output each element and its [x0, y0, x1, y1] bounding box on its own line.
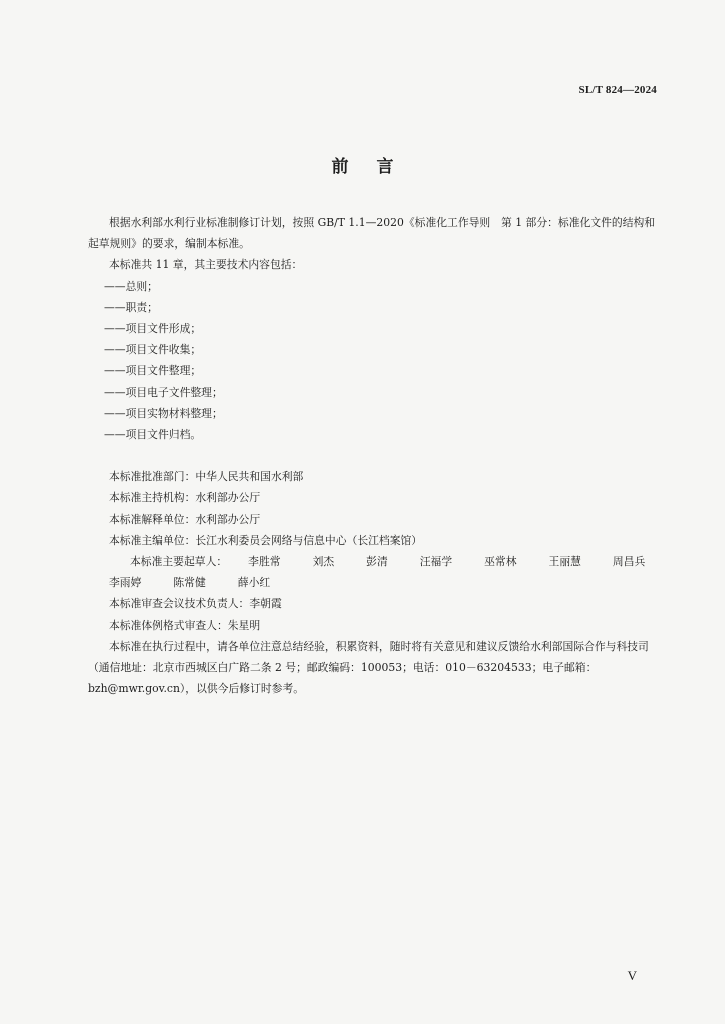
contents-list	[88, 276, 658, 446]
list-item: ——项目文件收集；	[104, 343, 202, 357]
document-body	[88, 212, 658, 699]
list-item: ——项目文件形成；	[104, 322, 202, 336]
drafter-name: 彭清	[366, 555, 388, 569]
approval-dept: 本标准批准部门：中华人民共和国水利部	[109, 470, 304, 484]
drafter-name: 周昌兵	[612, 555, 646, 569]
spacer	[88, 445, 658, 466]
format-reviewer: 本标准体例格式审查人：朱星明	[109, 618, 261, 632]
list-item: ——项目文件归档。	[104, 428, 202, 442]
standard-code: SL/T 824—2024	[578, 84, 657, 96]
contents-intro: 本标准共 11 章，其主要技术内容包括：	[109, 258, 303, 272]
drafters-label: 本标准主要起草人：	[130, 555, 228, 569]
list-item: ——项目实物材料整理；	[104, 406, 223, 420]
page-number: V	[627, 968, 637, 983]
drafter-name: 巫常林	[484, 555, 517, 569]
chief-editor-unit: 本标准主编单位：长江水利委员会网络与信息中心（长江档案馆）	[109, 533, 423, 547]
drafter-name: 薛小红	[237, 576, 271, 590]
drafters-line	[88, 551, 658, 593]
list-item: ——职责；	[104, 300, 158, 314]
review-lead: 本标准审查会议技术负责人：李朝霞	[109, 597, 282, 611]
drafter-name: 刘杰	[312, 555, 335, 569]
drafter-name: 李胜常	[248, 555, 281, 569]
drafter-name: 汪福学	[419, 555, 453, 569]
feedback-paragraph: 本标准在执行过程中，请各单位注意总结经验，积累资料，随时将有关意见和建议反馈给水利部国际合作与科技司（通信地址：北京市西城区白广路二条 2 号；邮政编码：100053；电话：010－63204533；电子邮箱：bzh@mwr.gov.cn），以供今后修订时参考。	[88, 639, 649, 696]
page-title: 前言	[331, 157, 422, 177]
list-item: ——项目电子文件整理；	[104, 385, 223, 399]
drafter-name: 陈常健	[173, 576, 206, 590]
interpreting-unit: 本标准解释单位：水利部办公厅	[109, 512, 261, 526]
drafter-name: 王丽慧	[548, 555, 581, 569]
list-item: ——总则；	[104, 279, 158, 293]
intro-paragraph: 根据水利部水利行业标准制修订计划，按照 GB/T 1.1—2020《标准化工作导则 第 1 部分：标准化文件的结构和起草规则》的要求，编制本标准。	[88, 216, 656, 251]
host-agency: 本标准主持机构：水利部办公厅	[109, 491, 261, 505]
list-item: ——项目文件整理；	[104, 364, 202, 378]
drafter-name: 李雨婷	[109, 576, 142, 590]
